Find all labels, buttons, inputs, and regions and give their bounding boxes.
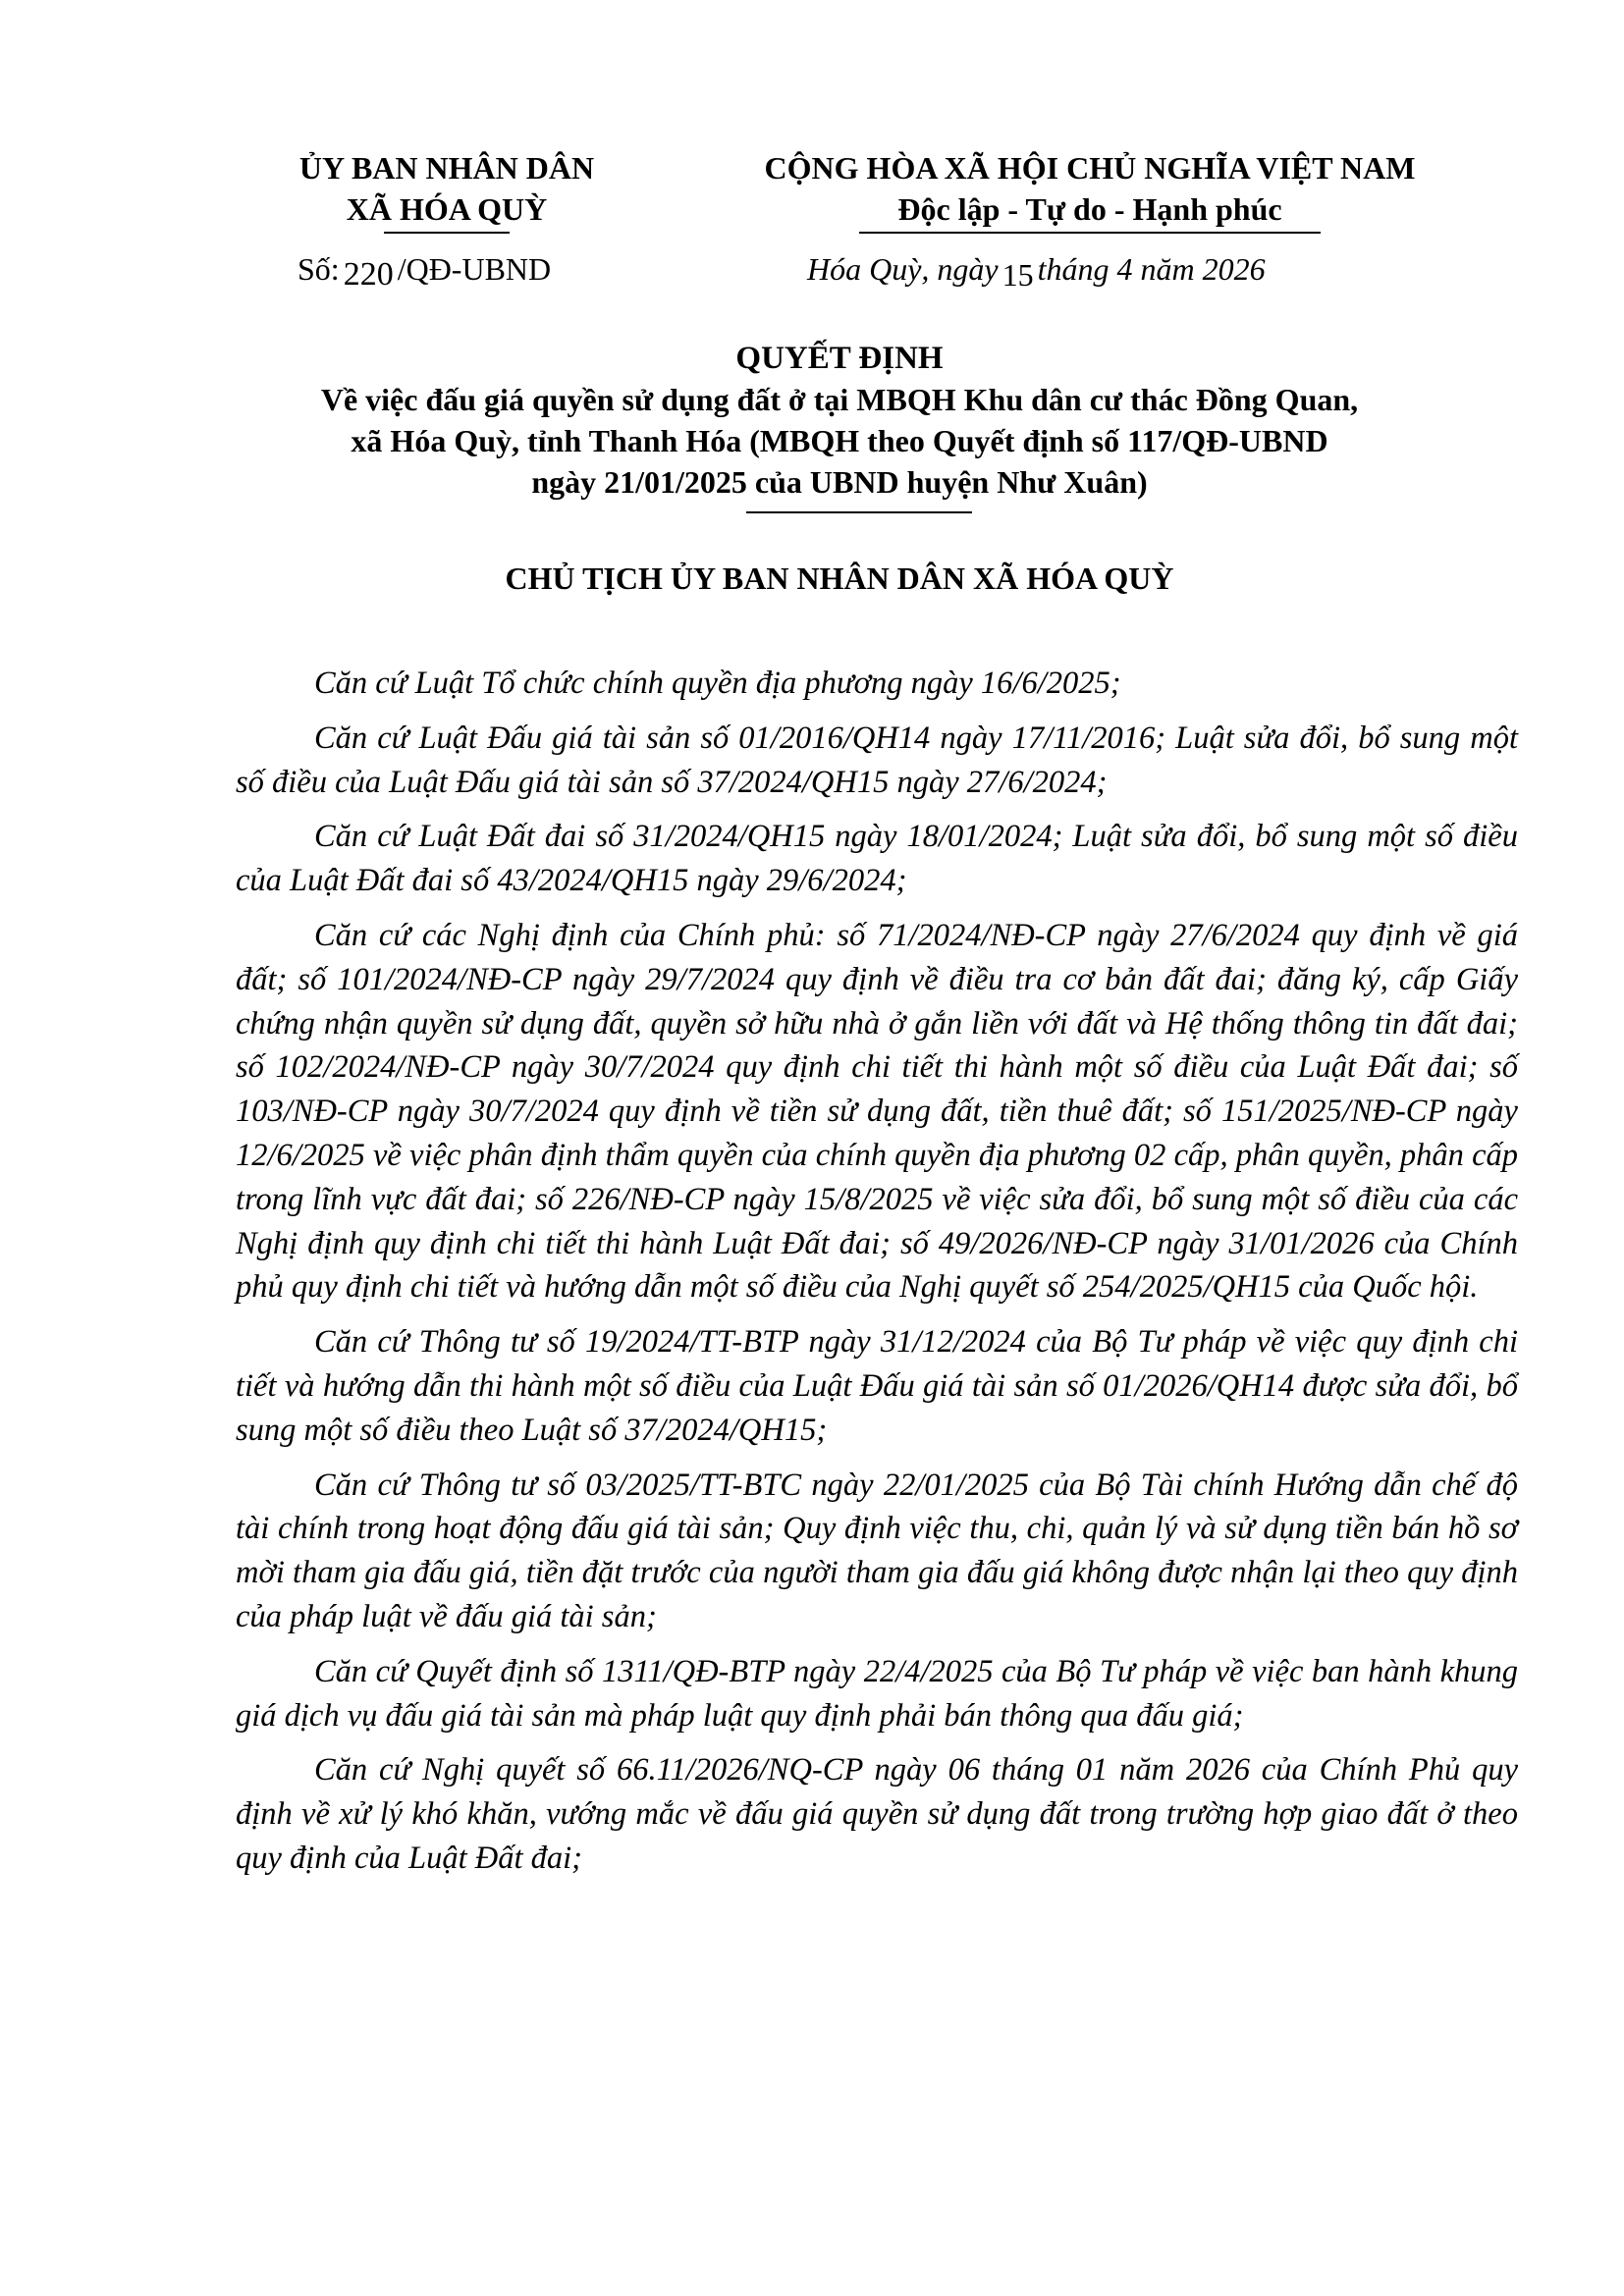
date-day: 15 [1001, 257, 1034, 293]
legal-bases [236, 662, 1518, 1892]
document-number [298, 249, 552, 293]
legal-basis-paragraph: Căn cứ Luật Đất đai số 31/2024/QH15 ngày 18/01/2024; Luật sửa đổi, bổ sung một số điều của Luật Đất đai số 43/2024/QH15 ngày 29/6/2024; [236, 819, 1518, 899]
subject-line-1: Về việc đấu giá quyền sử dụng đất ở tại MBQH Khu dân cư thác Đồng Quan, [320, 382, 1359, 417]
nation-line-2: Độc lập - Tự do - Hạnh phúc [897, 191, 1282, 227]
legal-basis-paragraph: Căn cứ Luật Đấu giá tài sản số 01/2016/QH14 ngày 17/11/2016; Luật sửa đổi, bổ sung một số điều của Luật Đấu giá tài sản số 37/2024/QH15 ngày 27/6/2024; [236, 720, 1518, 800]
subject-line-2: xã Hóa Quỳ, tỉnh Thanh Hóa (MBQH theo Quyết định số 117/QĐ-UBND [351, 423, 1328, 458]
legal-basis-paragraph: Căn cứ Quyết định số 1311/QĐ-BTP ngày 22/4/2025 của Bộ Tư pháp về việc ban hành khung giá dịch vụ đấu giá tài sản mà pháp luật quy định phải bán thông qua đấu giá; [236, 1653, 1518, 1734]
legal-basis-paragraph: Căn cứ các Nghị định của Chính phủ: số 71/2024/NĐ-CP ngày 27/6/2024 quy định về giá đất; số 101/2024/NĐ-CP ngày 29/7/2024 quy định về điều tra cơ bản đất đai; đăng ký, cấp Giấy chứng nhận quyền sử dụng đất, quyền sở hữu nhà ở gắn liền với đất và Hệ thống thông tin đất đai; số 102/2024/NĐ-CP ngày 30/7/2024 quy định chi tiết thi hành một số điều của Luật Đất đai; số 103/NĐ-CP ngày 30/7/2024 quy định về tiền sử dụng đất, tiền thuê đất; số 151/2025/NĐ-CP ngày 12/6/2025 về việc phân định thẩm quyền của chính quyền địa phương 02 cấp, phân quyền, phân cấp trong lĩnh vực đất đai; số 226/NĐ-CP ngày 15/8/2025 về việc sửa đổi, bổ sung một số điều của các Nghị định quy định chi tiết thi hành Luật Đất đai; số 49/2026/NĐ-CP ngày 31/01/2026 của Chính phủ quy định chi tiết và hướng dẫn một số điều của Nghị quyết số 254/2025/QH15 của Quốc hội. [236, 917, 1518, 1306]
place-date [807, 249, 1266, 293]
date-suffix: tháng 4 năm 2026 [1037, 251, 1266, 287]
doc-no-prefix: Số: [298, 251, 340, 287]
legal-basis-paragraph: Căn cứ Luật Tổ chức chính quyền địa phương ngày 16/6/2025; [314, 666, 1121, 701]
date-prefix: Hóa Quỳ, ngày [807, 251, 999, 287]
national-motto [677, 147, 1502, 234]
legal-basis-paragraph: Căn cứ Nghị quyết số 66.11/2026/NQ-CP ngày 06 tháng 01 năm 2026 của Chính Phủ quy định về xử lý khó khăn, vướng mắc về đấu giá quyền sử dụng đất trong trường hợp giao đất ở theo quy định của Luật Đất đai; [236, 1752, 1518, 1876]
document-type: QUYẾT ĐỊNH [735, 341, 944, 376]
legal-basis-paragraph: Căn cứ Thông tư số 19/2024/TT-BTP ngày 31/12/2024 của Bộ Tư pháp về việc quy định chi tiết và hướng dẫn thi hành một số điều của Luật Đấu giá tài sản số 01/2026/QH14 được sửa đổi, bổ sung một số điều theo Luật số 37/2024/QH15; [236, 1324, 1518, 1448]
subject-line-3: ngày 21/01/2025 của UBND huyện Như Xuân) [531, 464, 1148, 500]
doc-no-suffix: /QĐ-UBND [397, 251, 552, 287]
doc-no-value: 220 [343, 256, 394, 293]
motto-underline [859, 232, 1321, 234]
decision-title [275, 338, 1404, 503]
agency-underline [384, 232, 510, 234]
issuing-agency [265, 147, 628, 234]
issuing-authority: CHỦ TỊCH ỦY BAN NHÂN DÂN XÃ HÓA QUỲ [505, 561, 1174, 596]
nation-line-1: CỘNG HÒA XÃ HỘI CHỦ NGHĨA VIỆT NAM [764, 150, 1416, 186]
legal-basis-paragraph: Căn cứ Thông tư số 03/2025/TT-BTC ngày 22/01/2025 của Bộ Tài chính Hướng dẫn chế độ tài chính trong hoạt động đấu giá tài sản; Quy định việc thu, chi, quản lý và sử dụng tiền bán hồ sơ mời tham gia đấu giá, tiền đặt trước của người tham gia đấu giá không được nhận lại theo quy định của pháp luật về đấu giá tài sản; [236, 1467, 1518, 1634]
agency-line-2: XÃ HÓA QUỲ [346, 191, 548, 227]
title-underline [746, 511, 972, 513]
agency-line-1: ỦY BAN NHÂN DÂN [298, 150, 595, 186]
